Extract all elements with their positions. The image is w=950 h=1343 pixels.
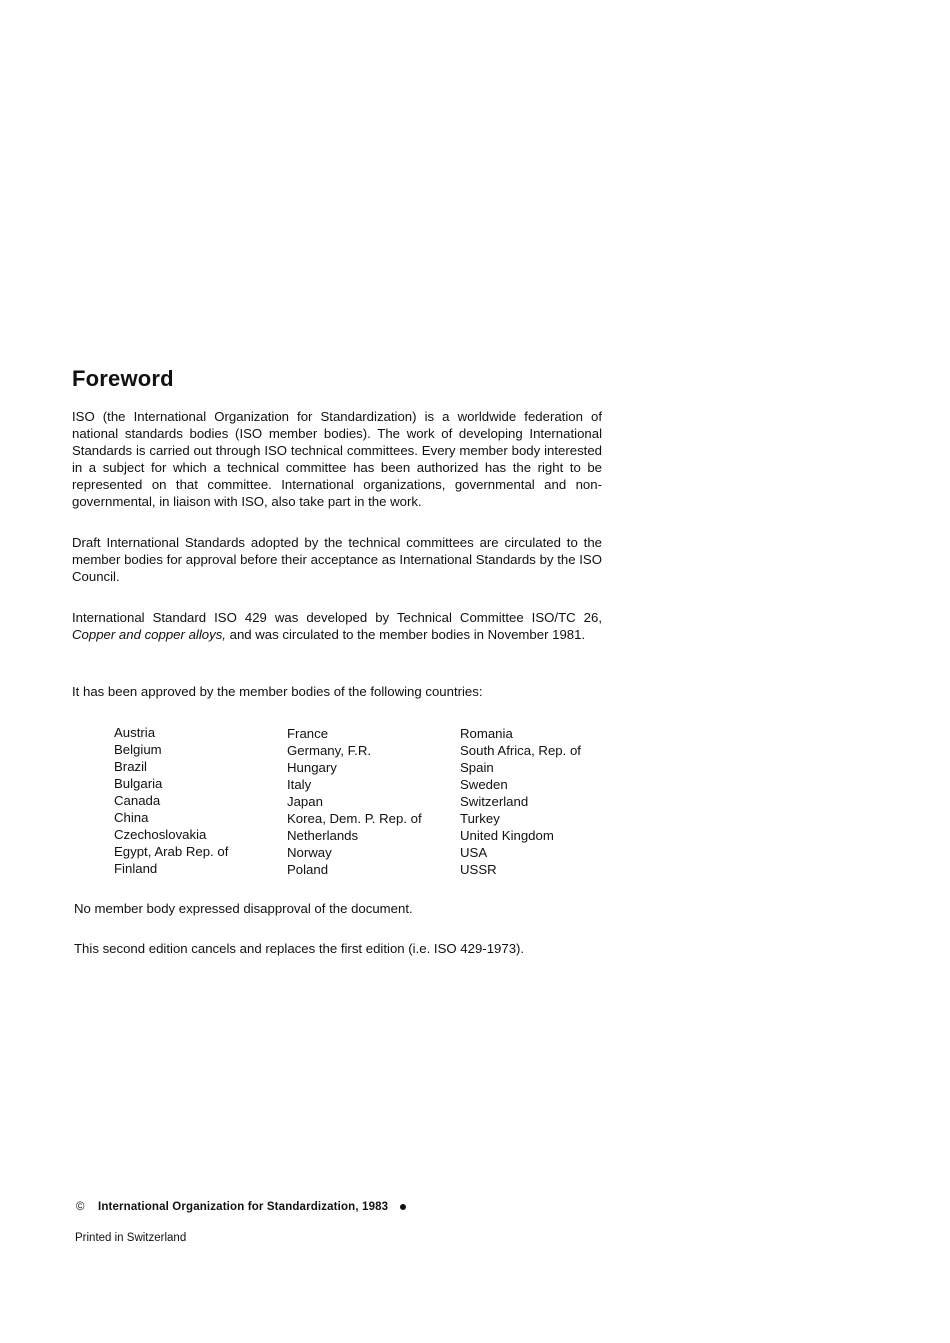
country-item: Spain: [460, 760, 494, 775]
country-item: Germany, F.R.: [287, 743, 372, 758]
country-item: Canada: [114, 793, 161, 808]
country-item: Norway: [287, 845, 332, 860]
page-title: Foreword: [72, 366, 174, 391]
country-item: Netherlands: [287, 828, 359, 843]
country-item: Hungary: [287, 760, 337, 775]
country-item: Finland: [114, 861, 158, 876]
copyright-owner: International Organization for Standardization, 1983: [98, 1201, 389, 1213]
country-item: Japan: [287, 794, 323, 809]
country-item: Austria: [114, 725, 156, 740]
country-item: Romania: [460, 726, 513, 741]
standard-intro-text: International Standard ISO 429 was developed by Technical Committee ISO/TC 26,: [72, 610, 602, 625]
committee-title: Copper and copper alloys,: [72, 627, 226, 642]
foreword-paragraph-standard: [72, 609, 602, 643]
country-item: Turkey: [460, 811, 500, 826]
country-item: Poland: [287, 862, 329, 877]
country-item: South Africa, Rep. of: [460, 743, 581, 758]
country-item: Brazil: [114, 759, 147, 774]
copyright-line: [76, 1200, 406, 1215]
country-item: Korea, Dem. P. Rep. of: [287, 811, 422, 826]
country-item: France: [287, 726, 329, 741]
country-item: Egypt, Arab Rep. of: [114, 844, 229, 859]
country-item: Switzerland: [460, 794, 529, 809]
country-item: Sweden: [460, 777, 508, 792]
country-item: USSR: [460, 862, 497, 877]
country-column-3: [460, 725, 630, 878]
country-item: Belgium: [114, 742, 162, 757]
country-column-1: [114, 724, 284, 877]
country-item: Bulgaria: [114, 776, 163, 791]
country-item: United Kingdom: [460, 828, 554, 843]
foreword-paragraph-iso: ISO (the International Organization for Standardization) is a worldwide federation of national standards bodies (ISO member bodies). The work of developing International Standards is carried out through ISO technical committees. Every member body interested in a subject for which a technical committee has been authorized has the right to be represented on that committee. International organizations, governmental and non-governmental, in liaison with ISO, also take part in the work.: [72, 409, 602, 509]
edition-note: This second edition cancels and replaces the first edition (i.e. ISO 429-1973).: [74, 941, 525, 956]
printed-location: Printed in Switzerland: [75, 1232, 187, 1244]
copyright-icon: ©: [76, 1201, 85, 1213]
country-item: China: [114, 810, 149, 825]
country-item: Italy: [287, 777, 312, 792]
foreword-paragraph-draft: Draft International Standards adopted by the technical committees are circulated to the member bodies for approval before their acceptance as International Standards by the ISO Council.: [72, 535, 602, 584]
standard-circulation-text: and was circulated to the member bodies in November 1981.: [225, 627, 586, 642]
disapproval-note: No member body expressed disapproval of the document.: [74, 901, 413, 916]
bullet-icon: [400, 1204, 406, 1210]
country-column-2: [287, 725, 457, 878]
country-item: USA: [460, 845, 488, 860]
approval-intro: It has been approved by the member bodies of the following countries:: [72, 684, 483, 699]
country-item: Czechoslovakia: [114, 827, 207, 842]
